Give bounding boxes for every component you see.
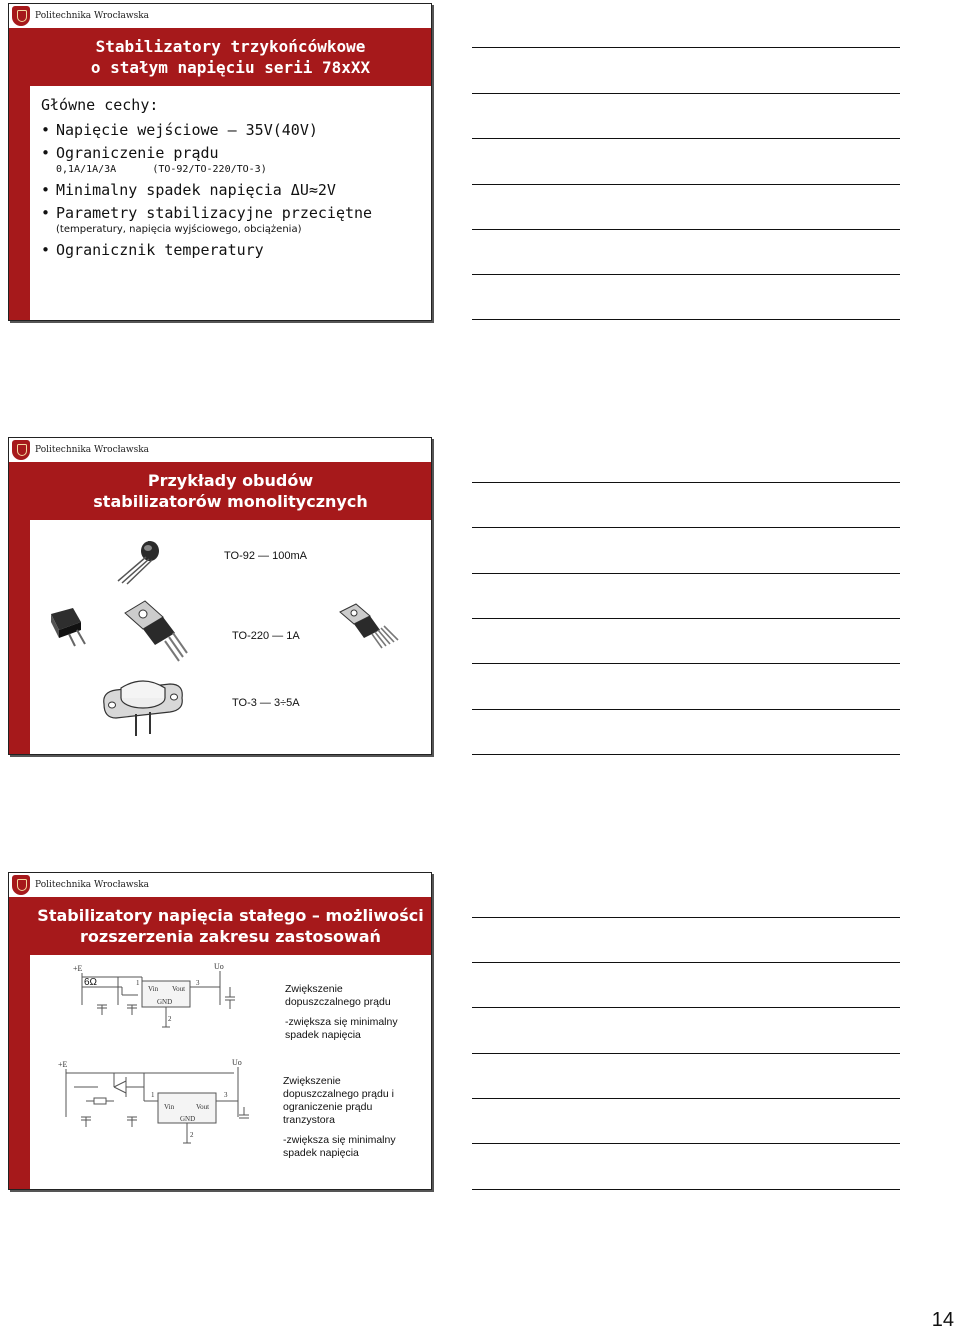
note-line	[472, 184, 900, 185]
bullet-text: Parametry stabilizacyjne przeciętne	[56, 204, 373, 222]
slide-content	[30, 955, 431, 1189]
package-label-to220: TO-220 — 1A	[232, 630, 300, 642]
slide-content	[30, 86, 431, 320]
note-line	[472, 917, 900, 918]
package-label-to3: TO-3 — 3÷5A	[232, 697, 300, 709]
note-line	[472, 709, 900, 710]
note-line	[472, 274, 900, 275]
bullet-subtext: (temperatury, napięcia wyjściowego, obciążenia)	[56, 224, 302, 235]
note-line	[472, 573, 900, 574]
slide-title-line-2: stabilizatorów monolitycznych	[93, 492, 368, 511]
slide-title-line-1: Przykłady obudów	[147, 471, 314, 490]
to92-package-icon	[112, 537, 172, 585]
university-name: Politechnika Wrocławska	[35, 11, 150, 21]
slide-title-line-2: o stałym napięciu serii 78xXX	[90, 58, 371, 77]
list-item	[41, 240, 372, 260]
note-line	[472, 663, 900, 664]
circuit-1-pin2-label: 2	[168, 1015, 172, 1023]
bullet-text: Ograniczenie prądu	[56, 144, 219, 162]
university-crest-icon	[12, 875, 30, 895]
university-name: Politechnika Wrocławska	[35, 445, 150, 455]
slide-title	[30, 897, 431, 955]
list-item	[41, 143, 372, 177]
slide-title-line-1: Stabilizatory napięcia stałego – możliwości	[37, 906, 424, 925]
slide-2	[8, 437, 432, 755]
note-line	[472, 618, 900, 619]
note-line	[472, 962, 900, 963]
note-line	[472, 1098, 900, 1099]
university-name: Politechnika Wrocławska	[35, 880, 150, 890]
bullet-text: Ogranicznik temperatury	[56, 241, 264, 259]
note-line	[472, 319, 900, 320]
circuit-1-pin3-label: 3	[196, 979, 200, 987]
slide-title	[30, 462, 431, 520]
note-line	[472, 527, 900, 528]
slide-title	[30, 28, 431, 86]
left-accent-bar	[9, 28, 30, 320]
list-item	[41, 203, 372, 237]
circuit-1-text-a: Zwiększenie dopuszczalnego prądu	[285, 983, 391, 1008]
left-accent-bar	[9, 462, 30, 754]
circuit-2-uo-label: Uo	[232, 1058, 242, 1067]
circuit-1-description	[285, 983, 415, 1049]
university-crest-icon	[12, 440, 30, 460]
note-line	[472, 482, 900, 483]
slide-1	[8, 3, 432, 321]
circuit-2-description	[283, 1075, 413, 1167]
note-line	[472, 93, 900, 94]
bullet-text: Napięcie wejściowe – 35V(40V)	[56, 121, 318, 139]
features-heading: Główne cechy:	[41, 96, 159, 114]
circuit-2-gnd-label: GND	[180, 1115, 196, 1123]
slide-header	[9, 873, 431, 897]
circuit-1-plus-e-label: +E	[73, 964, 83, 973]
page-number: 14	[931, 1309, 954, 1331]
note-line	[472, 1007, 900, 1008]
circuit-1-diagram	[62, 961, 252, 1043]
circuit-2-pin2-label: 2	[190, 1131, 194, 1139]
bullet-text: Minimalny spadek napięcia ΔU≈2V	[56, 181, 336, 199]
left-accent-bar	[9, 897, 30, 1189]
slide-header	[9, 4, 431, 28]
note-line	[472, 229, 900, 230]
circuit-1-pin1-label: 1	[136, 979, 140, 987]
slide-title-line-2: rozszerzenia zakresu zastosowań	[80, 927, 381, 946]
note-line	[472, 1143, 900, 1144]
circuit-1-text-b: -zwiększa się minimalny spadek napięcia	[285, 1016, 398, 1041]
circuit-2-pin1-label: 1	[151, 1091, 155, 1099]
note-line	[472, 138, 900, 139]
features-list	[41, 120, 372, 263]
package-label-to92: TO-92 — 100mA	[224, 550, 307, 562]
circuit-2-vin-label: Vin	[164, 1103, 175, 1111]
list-item	[41, 120, 372, 140]
circuit-1-gnd-label: GND	[157, 998, 173, 1006]
circuit-2-pin3-label: 3	[224, 1091, 228, 1099]
list-item	[41, 180, 372, 200]
note-line	[472, 754, 900, 755]
circuit-2-text-a: Zwiększenie dopuszczalnego prądu i ograniczenie prądu tranzystora	[283, 1075, 394, 1126]
to220-5pin-package-icon	[338, 602, 400, 650]
slide-content	[30, 520, 431, 754]
bullet-subtext: 0,1A/1A/3A (TO-92/TO-220/TO-3)	[56, 164, 267, 175]
slide-3	[8, 872, 432, 1190]
circuit-2-text-b: -zwiększa się minimalny spadek napięcia	[283, 1134, 396, 1159]
circuit-2-diagram	[54, 1057, 254, 1157]
note-line	[472, 1053, 900, 1054]
circuit-1-vout-label: Vout	[172, 985, 186, 993]
to3-package-icon	[100, 674, 186, 740]
circuit-1-resistor-label: 6Ω	[84, 977, 98, 988]
university-crest-icon	[12, 6, 30, 26]
slide-header	[9, 438, 431, 462]
note-line	[472, 1189, 900, 1190]
circuit-2-vout-label: Vout	[196, 1103, 210, 1111]
slide-title-line-1: Stabilizatory trzykońcówkowe	[95, 37, 366, 56]
note-line	[472, 47, 900, 48]
to220-package-icon	[123, 599, 189, 663]
circuit-1-uo-label: Uo	[214, 962, 224, 971]
circuit-2-plus-e-label: +E	[58, 1060, 68, 1069]
circuit-1-vin-label: Vin	[148, 985, 159, 993]
to263-package-icon	[47, 606, 89, 652]
